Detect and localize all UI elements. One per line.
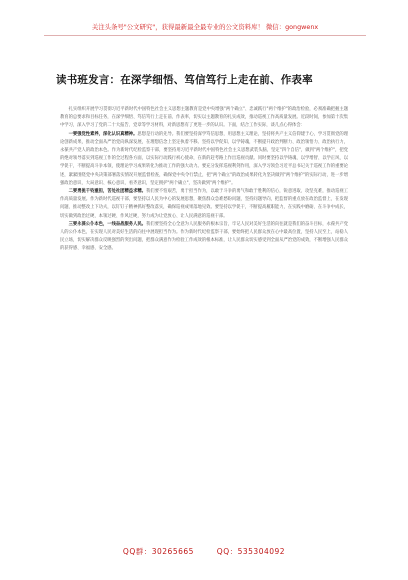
- paragraph-lead: 三要永葆公仆本色，一线奋战服务人民。: [68, 221, 146, 227]
- paragraph-text: 我们要不怕艰苦，勇于担当作为，以敢于斗争的勇气和敢于胜利的信心，锐意进取、攻坚克难，推动巡视工作高质量发展。作为新时代巡视干部，要坚持以人民为中心的发展思想，聚焦群众急难愁盼问题，坚持问题导向，把监督的重点放在政治监督上，在发现问题、推动整改上下功夫，以钉钉子精神抓好整改落实，确保巡视成果落地见效。要坚持以学促干，不断提高履职能力，在实践中磨砺、在斗争中成长，切实做到政治过硬、本领过硬、作风过硬，努力成为让党放心、让人民满意的巡视干部。: [60, 189, 348, 219]
- paragraph-text: 扎实组织开展学习贯彻习近平新时代中国特色社会主义思想主题教育是党中央增强"两个确立"、忠诚践行"两个维护"的政治检验，必须准确把握主题教育的总要求和目标任务，在深学细悟、笃信笃行上走在前、作表率，切实以主题教育的扎实成效，推动巡视工作高质量发展。近段时间，参加第十次集中学习，深入学习了党的二十大报告、党章等学习材料，对新思想有了更进一步的认识。下面，结合工作实际，谈几点心得体会：: [60, 107, 348, 129]
- qq-text: QQ：535304092: [216, 547, 286, 556]
- paragraph-lead: 二要勇挑千钧重担，苦处社团精益求精。: [68, 189, 146, 195]
- paragraph: [60, 221, 348, 254]
- paragraph: [60, 188, 348, 221]
- qq-group-text: QQ群：30265665: [122, 547, 194, 556]
- paragraph: [60, 131, 348, 188]
- banner-divider: [44, 35, 366, 36]
- document-body: [60, 106, 348, 254]
- paragraph-text: 思想是行动的先导。我们要坚持深学笃信思想，用思想主义理论，坚持将共产主义信仰建于心，学习贯彻党的理论创新成果，推动全面从严治党向纵深发展，在理想信念上坚定执着不移。坚持以学促知、以学铸魂，不断提升政治判断力、政治领悟力、政治执行力，永葆共产党人的政治本色。作为新时代纪检监察干部，要坚持用习近平新时代中国特色社会主义思想武装头脑，坚定"四个自信"，做到"两个维护"，把党的绝对领导落实到巡视工作的全过程各方面，以实际行动践行初心使命，在新的赶考路上作出巡视贡献。同时要坚持以学铸魂、以学增智、以学正风、以学促干，不断提高斗争本领，使理论学习成果转化为推动工作的强大动力。要充分发挥巡视利剑作用，深入学习领会习近平总书记关于巡视工作的重要论述，紧紧围绕党中央决策部署落实情况开展监督检查，确保党中央令行禁止，把"两个确立"的政治成果转化为坚决做到"两个维护"的实际行动，进一步增强政治意识、大局意识、核心意识、看齐意识，坚定拥护"两个确立"，坚决做到"两个维护"。: [60, 131, 348, 186]
- document-title: 读书班发言：在深学细悟、笃信笃行上走在前、作表率: [56, 74, 313, 86]
- contact-footer: [0, 546, 408, 560]
- paragraph-text: 我们要坚持全心全意为人民服务的根本宗旨，牢记人民对美好生活的向往就是我们的奋斗目标，永葆共产党人的公仆本色，在实现人民对美好生活的向往中展现担当作为。作为新时代纪检监察干部，要始终把人民群众放在心中最高位置，坚持人民至上，站稳人民立场，切实解决群众反映强烈的突出问题，把群众满意作为检验工作成效的根本标准，让人民群众切实感受到全面从严治党的成效，不断增强人民群众的获得感、幸福感、安全感。: [60, 221, 348, 252]
- paragraph: [60, 106, 348, 131]
- paragraph-lead: 一要强党性素养，深化认识真精神。: [68, 131, 138, 137]
- promo-banner: 关注头条号"公文研究"，获得最新最全最专业的公文资料库！ 微信：gongwenx: [91, 23, 319, 31]
